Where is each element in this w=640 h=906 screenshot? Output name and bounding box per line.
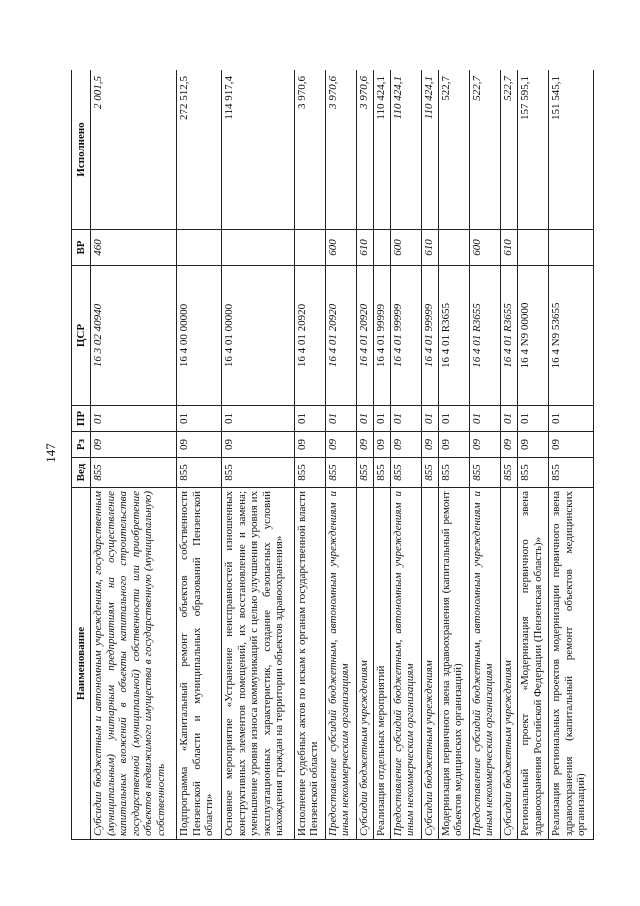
header-rz: Рз xyxy=(72,432,91,458)
cell-name: Реализация отдельных мероприятий xyxy=(373,488,390,840)
cell-rz: 09 xyxy=(390,432,421,458)
cell-executed: 522,7 xyxy=(438,70,469,230)
cell-pr: 01 xyxy=(518,406,549,432)
cell-vr xyxy=(222,230,294,266)
cell-name: Субсидии бюджетным учреждениям xyxy=(356,488,373,840)
budget-table-container xyxy=(71,70,594,840)
cell-rz: 09 xyxy=(438,432,469,458)
table-row xyxy=(518,70,549,840)
table-row xyxy=(421,70,438,840)
cell-vr: 600 xyxy=(325,230,356,266)
cell-ved: 855 xyxy=(325,458,356,488)
cell-name: Реализация региональных проектов модернизации первичного звена здравоохранения (капитальный ремонт объектов медицинских организаций) xyxy=(549,488,594,840)
table-row xyxy=(222,70,294,840)
cell-rz: 09 xyxy=(500,432,517,458)
cell-pr: 01 xyxy=(294,406,325,432)
cell-rz: 09 xyxy=(518,432,549,458)
cell-executed: 522,7 xyxy=(469,70,500,230)
cell-ved: 855 xyxy=(373,458,390,488)
cell-vr: 460 xyxy=(91,230,177,266)
cell-ved: 855 xyxy=(177,458,222,488)
cell-pr: 01 xyxy=(91,406,177,432)
cell-executed: 522,7 xyxy=(500,70,517,230)
cell-name: Региональный проект «Модернизация первичного звена здравоохранения Российской Федерации (Пензенская область)» xyxy=(518,488,549,840)
cell-vr: 600 xyxy=(469,230,500,266)
cell-name: Модернизация первичного звена здравоохранения (капитальный ремонт объектов медицинских организаций) xyxy=(438,488,469,840)
header-pr: ПР xyxy=(72,406,91,432)
cell-name: Субсидии бюджетным учреждениям xyxy=(500,488,517,840)
page-number: 147 xyxy=(43,443,58,463)
cell-rz: 09 xyxy=(373,432,390,458)
cell-rz: 09 xyxy=(356,432,373,458)
cell-executed: 3 970,6 xyxy=(325,70,356,230)
cell-csr: 16 4 N9 00000 xyxy=(518,266,549,406)
cell-csr: 16 4 01 20920 xyxy=(356,266,373,406)
header-csr: ЦСР xyxy=(72,266,91,406)
cell-ved: 855 xyxy=(500,458,517,488)
table-row xyxy=(390,70,421,840)
table-row xyxy=(469,70,500,840)
cell-pr: 01 xyxy=(500,406,517,432)
cell-executed: 114 917,4 xyxy=(222,70,294,230)
cell-ved: 855 xyxy=(356,458,373,488)
table-row xyxy=(373,70,390,840)
table-row xyxy=(549,70,594,840)
cell-name: Предоставление субсидий бюджетным, автономным учреждениям и иным некоммерческим организациям xyxy=(390,488,421,840)
cell-vr xyxy=(294,230,325,266)
cell-executed: 3 970,6 xyxy=(294,70,325,230)
cell-name: Исполнение судебных актов по искам к органам государственной власти Пензенской области xyxy=(294,488,325,840)
cell-pr: 01 xyxy=(325,406,356,432)
table-row xyxy=(356,70,373,840)
cell-executed: 151 545,1 xyxy=(549,70,594,230)
cell-vr xyxy=(438,230,469,266)
header-executed: Исполнено xyxy=(72,70,91,230)
cell-executed: 157 595,1 xyxy=(518,70,549,230)
cell-rz: 09 xyxy=(325,432,356,458)
cell-csr: 16 3 02 40940 xyxy=(91,266,177,406)
rotated-landscape-page xyxy=(71,70,594,840)
cell-csr: 16 4 01 R3655 xyxy=(469,266,500,406)
cell-ved: 855 xyxy=(469,458,500,488)
table-body xyxy=(91,70,594,840)
table-row xyxy=(438,70,469,840)
header-vr: ВР xyxy=(72,230,91,266)
cell-csr: 16 4 01 R3655 xyxy=(438,266,469,406)
cell-rz: 09 xyxy=(91,432,177,458)
cell-vr: 610 xyxy=(500,230,517,266)
cell-vr xyxy=(373,230,390,266)
cell-name: Субсидии бюджетным и автономным учреждениям, государственным (муниципальным) унитарным предприятиям на осуществление капитальных вложений в объекты капитального строительства государственной (муниципальной) собственности или приобретение объектов недвижимого имущества в государственную (муниципальную) собственность xyxy=(91,488,177,840)
cell-pr: 01 xyxy=(373,406,390,432)
cell-csr: 16 4 01 20920 xyxy=(294,266,325,406)
cell-csr: 16 4 01 00000 xyxy=(222,266,294,406)
cell-executed: 272 512,5 xyxy=(177,70,222,230)
cell-executed: 110 424,1 xyxy=(390,70,421,230)
cell-rz: 09 xyxy=(421,432,438,458)
cell-csr: 16 4 00 00000 xyxy=(177,266,222,406)
table-row xyxy=(177,70,222,840)
cell-executed: 110 424,1 xyxy=(373,70,390,230)
header-ved: Вед xyxy=(72,458,91,488)
cell-name: Подпрограмма «Капитальный ремонт объектов собственности Пензенской области и муниципальных образований Пензенской области» xyxy=(177,488,222,840)
cell-csr: 16 4 N9 53655 xyxy=(549,266,594,406)
cell-pr: 01 xyxy=(549,406,594,432)
header-name: Наименование xyxy=(72,488,91,840)
cell-name: Предоставление субсидий бюджетным, автономным учреждениям и иным некоммерческим организациям xyxy=(325,488,356,840)
cell-rz: 09 xyxy=(177,432,222,458)
cell-rz: 09 xyxy=(469,432,500,458)
cell-vr: 600 xyxy=(390,230,421,266)
cell-rz: 09 xyxy=(222,432,294,458)
cell-vr: 610 xyxy=(421,230,438,266)
cell-name: Основное мероприятие «Устранение неисправностей изношенных конструктивных элементов помещений, их восстановление и замена; уменьшение уровня износа коммуникаций с целью улучшения уровня их эксплуатационных характеристик, создание безопасных условий нахождения граждан на территории объектов здравоохранения» xyxy=(222,488,294,840)
cell-ved: 855 xyxy=(438,458,469,488)
cell-name: Субсидии бюджетным учреждениям xyxy=(421,488,438,840)
cell-pr: 01 xyxy=(390,406,421,432)
table-row xyxy=(500,70,517,840)
cell-vr: 610 xyxy=(356,230,373,266)
cell-executed: 110 424,1 xyxy=(421,70,438,230)
cell-pr: 01 xyxy=(222,406,294,432)
cell-pr: 01 xyxy=(469,406,500,432)
cell-pr: 01 xyxy=(177,406,222,432)
cell-ved: 855 xyxy=(421,458,438,488)
cell-ved: 855 xyxy=(294,458,325,488)
cell-csr: 16 4 01 20920 xyxy=(325,266,356,406)
cell-ved: 855 xyxy=(390,458,421,488)
cell-csr: 16 4 01 R3655 xyxy=(500,266,517,406)
cell-ved: 855 xyxy=(518,458,549,488)
cell-executed: 2 001,5 xyxy=(91,70,177,230)
table-header-row xyxy=(72,70,91,840)
cell-csr: 16 4 01 99999 xyxy=(390,266,421,406)
cell-rz: 09 xyxy=(294,432,325,458)
table-row xyxy=(325,70,356,840)
cell-vr xyxy=(518,230,549,266)
cell-name: Предоставление субсидий бюджетным, автономным учреждениям и иным некоммерческим организациям xyxy=(469,488,500,840)
cell-csr: 16 4 01 99999 xyxy=(421,266,438,406)
cell-pr: 01 xyxy=(356,406,373,432)
cell-rz: 09 xyxy=(549,432,594,458)
table-row xyxy=(91,70,177,840)
cell-ved: 855 xyxy=(222,458,294,488)
cell-pr: 01 xyxy=(438,406,469,432)
cell-pr: 01 xyxy=(421,406,438,432)
table-row xyxy=(294,70,325,840)
cell-vr xyxy=(177,230,222,266)
cell-executed: 3 970,6 xyxy=(356,70,373,230)
cell-ved: 855 xyxy=(549,458,594,488)
budget-execution-table xyxy=(71,70,594,840)
cell-vr xyxy=(549,230,594,266)
cell-csr: 16 4 01 99999 xyxy=(373,266,390,406)
cell-ved: 855 xyxy=(91,458,177,488)
